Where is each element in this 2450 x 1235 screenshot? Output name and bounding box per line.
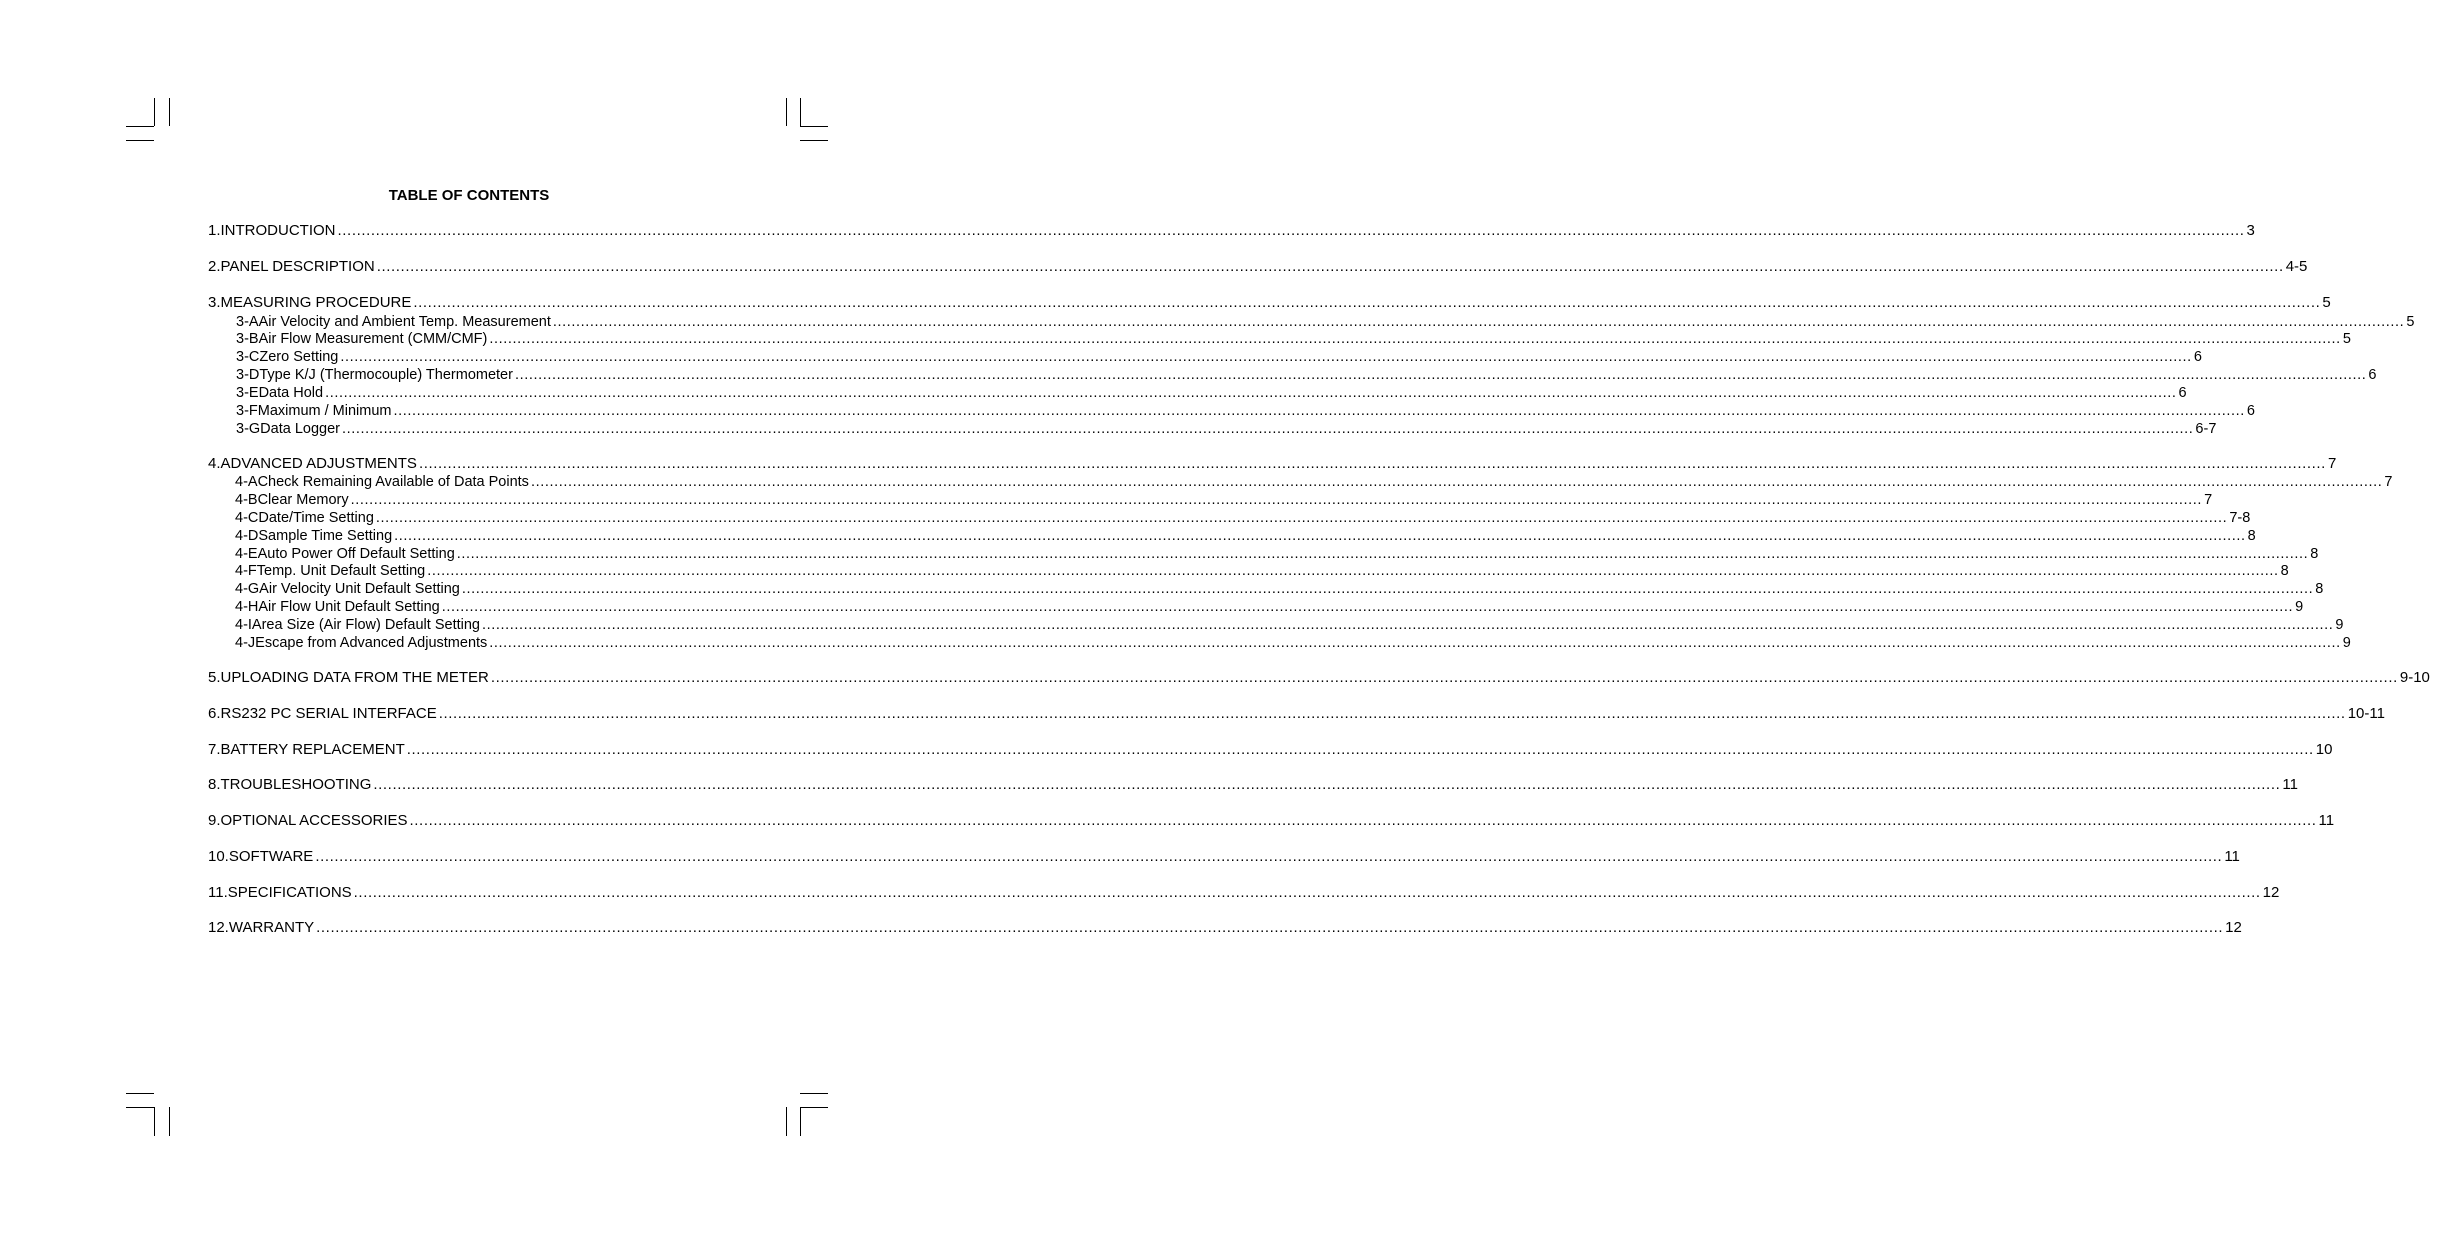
toc-entry-number: 4-A bbox=[235, 474, 258, 490]
toc-entry bbox=[208, 258, 2308, 276]
toc-entry-title: Check Remaining Available of Data Points bbox=[257, 474, 529, 490]
toc-entry bbox=[235, 634, 2351, 652]
toc-entry-number: 4-C bbox=[235, 510, 259, 526]
dot-leader: ................................................................................................................................................................................................................................................................................................................................................................................................................ bbox=[530, 474, 2383, 490]
dot-leader: ................................................................................................................................................................................................................................................................................................................................................................................................................ bbox=[394, 528, 2246, 544]
toc-entry-number: 4-D bbox=[235, 528, 259, 544]
toc-entry bbox=[235, 527, 2256, 545]
toc-entry-number: 10. bbox=[208, 848, 229, 865]
toc-entry-page: 7 bbox=[2204, 492, 2213, 508]
dot-leader: ................................................................................................................................................................................................................................................................................................................................................................................................................ bbox=[456, 546, 2309, 562]
toc-entry bbox=[235, 616, 2344, 634]
toc-entry-page: 8 bbox=[2315, 581, 2324, 597]
dot-leader: ................................................................................................................................................................................................................................................................................................................................................................................................................ bbox=[409, 812, 2317, 829]
toc-entry-title: RS232 PC SERIAL INTERFACE bbox=[220, 705, 437, 722]
toc-entry-number: 3-G bbox=[236, 421, 261, 437]
toc-entry-number: 4-I bbox=[235, 617, 252, 633]
toc-entry bbox=[208, 669, 2430, 687]
toc-entry-title: UPLOADING DATA FROM THE METER bbox=[220, 669, 489, 686]
toc-entry bbox=[236, 402, 2255, 420]
toc-entry-page: 7 bbox=[2384, 474, 2393, 490]
toc-entry-title: SOFTWARE bbox=[228, 848, 314, 865]
toc-entry-page: 11 bbox=[2224, 848, 2240, 865]
toc-entry-number: 1. bbox=[208, 222, 221, 239]
toc-entry bbox=[208, 222, 2255, 240]
crop-mark bbox=[786, 98, 787, 126]
toc-entry-number: 3-D bbox=[236, 367, 260, 383]
dot-leader: ................................................................................................................................................................................................................................................................................................................................................................................................................ bbox=[373, 776, 2281, 793]
toc-entry-number: 5. bbox=[208, 669, 221, 686]
toc-entry-title: Escape from Advanced Adjustments bbox=[255, 635, 488, 651]
crop-mark bbox=[154, 1107, 155, 1136]
toc-entry-number: 12. bbox=[208, 919, 229, 936]
toc-entry-title: Data Logger bbox=[260, 421, 340, 437]
dot-leader: ................................................................................................................................................................................................................................................................................................................................................................................................................ bbox=[427, 563, 2279, 579]
toc-entry-page: 6 bbox=[2193, 349, 2202, 365]
toc-entry-number: 4-G bbox=[235, 581, 260, 597]
toc-entry-title: Zero Setting bbox=[259, 349, 339, 365]
toc-entry bbox=[208, 848, 2240, 866]
toc-entry bbox=[235, 509, 2251, 527]
toc-entry-title: Date/Time Setting bbox=[258, 510, 374, 526]
toc-entry-title: Air Flow Measurement (CMM/CMF) bbox=[258, 331, 488, 347]
dot-leader: ................................................................................................................................................................................................................................................................................................................................................................................................................ bbox=[315, 848, 2223, 865]
toc-entry-page: 8 bbox=[2247, 528, 2256, 544]
toc-entry-page: 7 bbox=[2327, 455, 2337, 472]
toc-entry-page: 9 bbox=[2342, 635, 2351, 651]
toc-entry-page: 5 bbox=[2322, 294, 2331, 311]
crop-mark bbox=[800, 1107, 828, 1108]
toc-entry bbox=[208, 776, 2298, 794]
toc-entry-page: 6 bbox=[2368, 367, 2377, 383]
toc-entry bbox=[208, 741, 2333, 759]
dot-leader: ................................................................................................................................................................................................................................................................................................................................................................................................................ bbox=[489, 331, 2341, 347]
toc-entry bbox=[236, 366, 2377, 384]
page-title: TABLE OF CONTENTS bbox=[388, 187, 550, 204]
toc-entry bbox=[236, 384, 2187, 402]
toc-entry bbox=[235, 491, 2213, 509]
dot-leader: ................................................................................................................................................................................................................................................................................................................................................................................................................ bbox=[514, 367, 2367, 383]
toc-entry-title: INTRODUCTION bbox=[220, 222, 336, 239]
dot-leader: ................................................................................................................................................................................................................................................................................................................................................................................................................ bbox=[552, 314, 2405, 330]
toc-entry-title: Air Velocity and Ambient Temp. Measurement bbox=[258, 314, 551, 330]
toc-entry-page: 10 bbox=[2315, 741, 2333, 758]
crop-mark bbox=[126, 126, 154, 127]
toc-entry-page: 11 bbox=[2318, 812, 2335, 829]
dot-leader: ................................................................................................................................................................................................................................................................................................................................................................................................................ bbox=[418, 455, 2326, 472]
crop-mark bbox=[169, 98, 170, 126]
toc-entry-page: 3 bbox=[2246, 222, 2255, 239]
toc-entry bbox=[236, 330, 2351, 348]
dot-leader: ................................................................................................................................................................................................................................................................................................................................................................................................................ bbox=[438, 705, 2346, 722]
dot-leader: ................................................................................................................................................................................................................................................................................................................................................................................................................ bbox=[341, 421, 2194, 437]
crop-mark bbox=[169, 1107, 170, 1136]
dot-leader: ................................................................................................................................................................................................................................................................................................................................................................................................................ bbox=[316, 919, 2224, 936]
crop-mark bbox=[126, 1093, 154, 1094]
toc-entry-title: PANEL DESCRIPTION bbox=[220, 258, 375, 275]
toc-entry-number: 3. bbox=[208, 294, 221, 311]
toc-entry bbox=[235, 545, 2319, 563]
dot-leader: ................................................................................................................................................................................................................................................................................................................................................................................................................ bbox=[337, 222, 2245, 239]
toc-entry bbox=[208, 294, 2331, 312]
dot-leader: ................................................................................................................................................................................................................................................................................................................................................................................................................ bbox=[461, 581, 2314, 597]
dot-leader: ................................................................................................................................................................................................................................................................................................................................................................................................................ bbox=[350, 492, 2203, 508]
dot-leader: ................................................................................................................................................................................................................................................................................................................................................................................................................ bbox=[375, 510, 2228, 526]
toc-entry-number: 2. bbox=[208, 258, 221, 275]
crop-mark bbox=[800, 1107, 801, 1136]
toc-entry-page: 9-10 bbox=[2399, 669, 2430, 686]
toc-entry-number: 3-F bbox=[236, 403, 258, 419]
toc-entry bbox=[235, 562, 2289, 580]
toc-entry-number: 8. bbox=[208, 776, 221, 793]
dot-leader: ................................................................................................................................................................................................................................................................................................................................................................................................................ bbox=[406, 741, 2314, 758]
toc-entry-title: Air Velocity Unit Default Setting bbox=[259, 581, 460, 597]
toc-entry-number: 4. bbox=[208, 455, 221, 472]
toc-entry bbox=[236, 420, 2217, 438]
crop-mark bbox=[800, 1093, 828, 1094]
toc-entry-title: OPTIONAL ACCESSORIES bbox=[220, 812, 408, 829]
toc-entry-number: 4-J bbox=[235, 635, 256, 651]
toc-entry-page: 7-8 bbox=[2229, 510, 2251, 526]
toc-entry-number: 3-E bbox=[236, 385, 259, 401]
toc-entry-page: 5 bbox=[2406, 314, 2415, 330]
dot-leader: ................................................................................................................................................................................................................................................................................................................................................................................................................ bbox=[413, 294, 2321, 311]
toc-entry bbox=[236, 348, 2202, 366]
toc-entry bbox=[235, 580, 2324, 598]
toc-entry-number: 3-C bbox=[236, 349, 260, 365]
toc-entry-page: 11 bbox=[2282, 776, 2298, 793]
toc-entry-title: Air Flow Unit Default Setting bbox=[258, 599, 440, 615]
toc-entry-number: 9. bbox=[208, 812, 221, 829]
toc-entry-number: 6. bbox=[208, 705, 221, 722]
toc-entry-page: 5 bbox=[2342, 331, 2351, 347]
toc-entry-number: 4-F bbox=[235, 563, 257, 579]
crop-mark bbox=[800, 98, 801, 126]
crop-mark bbox=[786, 1107, 787, 1136]
dot-leader: ................................................................................................................................................................................................................................................................................................................................................................................................................ bbox=[481, 617, 2334, 633]
toc-entry bbox=[208, 705, 2385, 723]
toc-entry-title: WARRANTY bbox=[228, 919, 315, 936]
dot-leader: ................................................................................................................................................................................................................................................................................................................................................................................................................ bbox=[441, 599, 2294, 615]
toc-entry-title: Maximum / Minimum bbox=[257, 403, 392, 419]
toc-entry-number: 3-A bbox=[236, 314, 259, 330]
toc-entry-page: 6 bbox=[2178, 385, 2187, 401]
toc-entry bbox=[208, 812, 2335, 830]
toc-entry-page: 9 bbox=[2335, 617, 2344, 633]
dot-leader: ................................................................................................................................................................................................................................................................................................................................................................................................................ bbox=[353, 884, 2261, 901]
toc-entry-number: 7. bbox=[208, 741, 221, 758]
toc-entry bbox=[208, 884, 2280, 902]
toc-entry-title: Type K/J (Thermocouple) Thermometer bbox=[259, 367, 513, 383]
toc-entry-page: 4-5 bbox=[2285, 258, 2308, 275]
crop-mark bbox=[800, 140, 828, 141]
toc-entry-title: ADVANCED ADJUSTMENTS bbox=[220, 455, 417, 472]
dot-leader: ................................................................................................................................................................................................................................................................................................................................................................................................................ bbox=[325, 385, 2177, 401]
toc-entry-page: 8 bbox=[2310, 546, 2319, 562]
toc-entry bbox=[235, 473, 2393, 491]
dot-leader: ................................................................................................................................................................................................................................................................................................................................................................................................................ bbox=[489, 635, 2341, 651]
crop-mark bbox=[154, 98, 155, 126]
toc-entry bbox=[236, 313, 2415, 331]
crop-mark bbox=[126, 1107, 154, 1108]
toc-entry-page: 10-11 bbox=[2347, 705, 2385, 722]
dot-leader: ................................................................................................................................................................................................................................................................................................................................................................................................................ bbox=[393, 403, 2245, 419]
toc-entry bbox=[235, 598, 2304, 616]
dot-leader: ................................................................................................................................................................................................................................................................................................................................................................................................................ bbox=[340, 349, 2192, 365]
toc-entry-title: Temp. Unit Default Setting bbox=[256, 563, 426, 579]
toc-entry-title: Sample Time Setting bbox=[258, 528, 393, 544]
toc-entry-page: 12 bbox=[2262, 884, 2280, 901]
toc-entry-page: 6-7 bbox=[2195, 421, 2217, 437]
toc-entry-number: 4-B bbox=[235, 492, 258, 508]
dot-leader: ................................................................................................................................................................................................................................................................................................................................................................................................................ bbox=[490, 669, 2398, 686]
toc-entry-title: SPECIFICATIONS bbox=[227, 884, 352, 901]
toc-entry bbox=[208, 919, 2242, 937]
toc-entry-title: Auto Power Off Default Setting bbox=[257, 546, 455, 562]
dot-leader: ................................................................................................................................................................................................................................................................................................................................................................................................................ bbox=[376, 258, 2284, 275]
toc-entry bbox=[208, 455, 2337, 473]
toc-entry-title: BATTERY REPLACEMENT bbox=[220, 741, 405, 758]
toc-entry-title: TROUBLESHOOTING bbox=[220, 776, 372, 793]
crop-mark bbox=[126, 140, 154, 141]
toc-entry-title: Area Size (Air Flow) Default Setting bbox=[251, 617, 480, 633]
toc-entry-page: 6 bbox=[2246, 403, 2255, 419]
toc-entry-page: 9 bbox=[2295, 599, 2304, 615]
toc-entry-number: 11. bbox=[208, 884, 228, 901]
toc-entry-title: Clear Memory bbox=[257, 492, 349, 508]
toc-entry-page: 8 bbox=[2280, 563, 2289, 579]
toc-entry-title: Data Hold bbox=[258, 385, 324, 401]
crop-mark bbox=[800, 126, 828, 127]
toc-entry-number: 3-B bbox=[236, 331, 259, 347]
toc-entry-number: 4-H bbox=[235, 599, 259, 615]
toc-entry-number: 4-E bbox=[235, 546, 258, 562]
toc-entry-page: 12 bbox=[2225, 919, 2242, 936]
toc-entry-title: MEASURING PROCEDURE bbox=[220, 294, 412, 311]
